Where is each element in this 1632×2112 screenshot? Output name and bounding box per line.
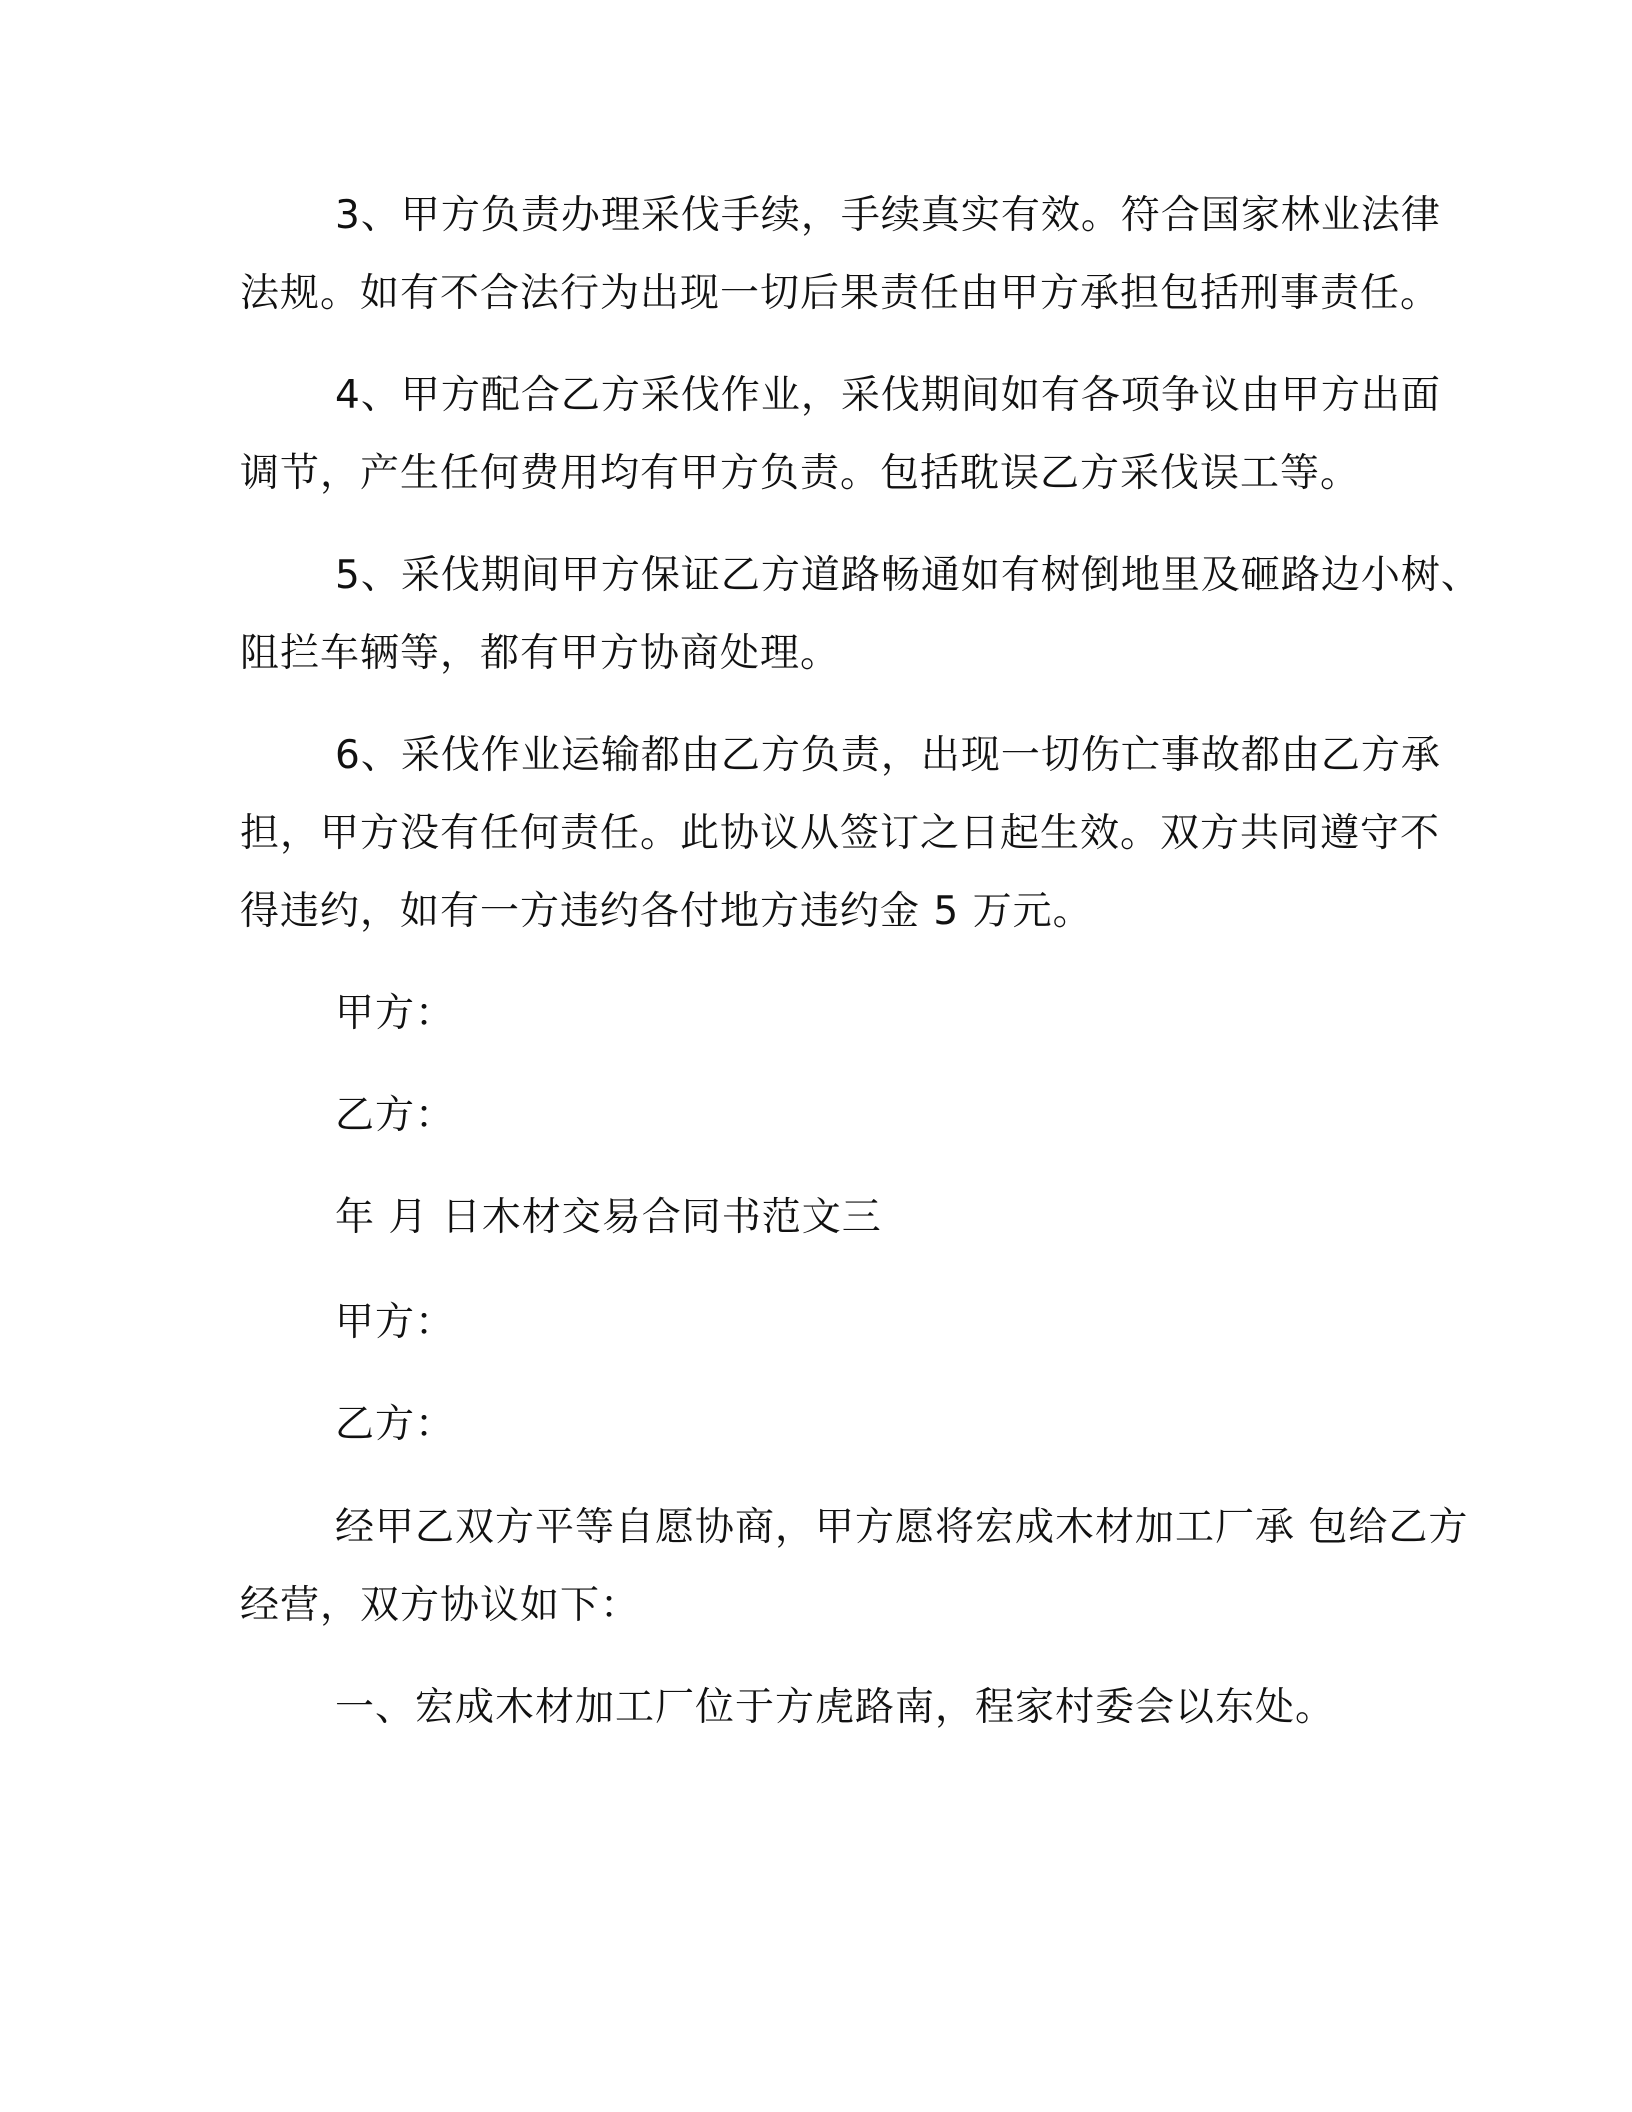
clause-5-line-2: 阻拦车辆等，都有甲方协商处理。 xyxy=(240,631,841,676)
intro-line-2: 经营，双方协议如下： xyxy=(240,1583,641,1628)
signature-party-b: 乙方： xyxy=(335,1093,456,1138)
intro-line-1: 经甲乙双方平等自愿协商，甲方愿将宏成木材加工厂承 包给乙方 xyxy=(335,1505,1469,1550)
clause-6-line-1: 6、采伐作业运输都由乙方负责，出现一切伤亡事故都由乙方承 xyxy=(335,733,1441,778)
clause-3-line-1: 3、甲方负责办理采伐手续，手续真实有效。符合国家林业法律 xyxy=(335,193,1441,238)
article-1: 一、宏成木材加工厂位于方虎路南，程家村委会以东处。 xyxy=(335,1685,1336,1730)
clause-6-line-2: 担，甲方没有任何责任。此协议从签订之日起生效。双方共同遵守不 xyxy=(240,811,1441,856)
party-a-label: 甲方： xyxy=(335,1300,456,1345)
clause-6-line-3: 得违约，如有一方违约各付地方违约金 5 万元。 xyxy=(240,889,1093,934)
party-b-label: 乙方： xyxy=(335,1402,456,1447)
signature-party-a: 甲方： xyxy=(335,991,456,1036)
clause-5-line-1: 5、采伐期间甲方保证乙方道路畅通如有树倒地里及砸路边小树、 xyxy=(335,553,1481,598)
clause-3-line-2: 法规。如有不合法行为出现一切后果责任由甲方承担包括刑事责任。 xyxy=(240,271,1441,316)
clause-4-line-2: 调节，产生任何费用均有甲方负责。包括耽误乙方采伐误工等。 xyxy=(240,451,1361,496)
clause-4-line-1: 4、甲方配合乙方采伐作业，采伐期间如有各项争议由甲方出面 xyxy=(335,373,1441,418)
date-and-title: 年 月 日木材交易合同书范文三 xyxy=(335,1195,882,1240)
